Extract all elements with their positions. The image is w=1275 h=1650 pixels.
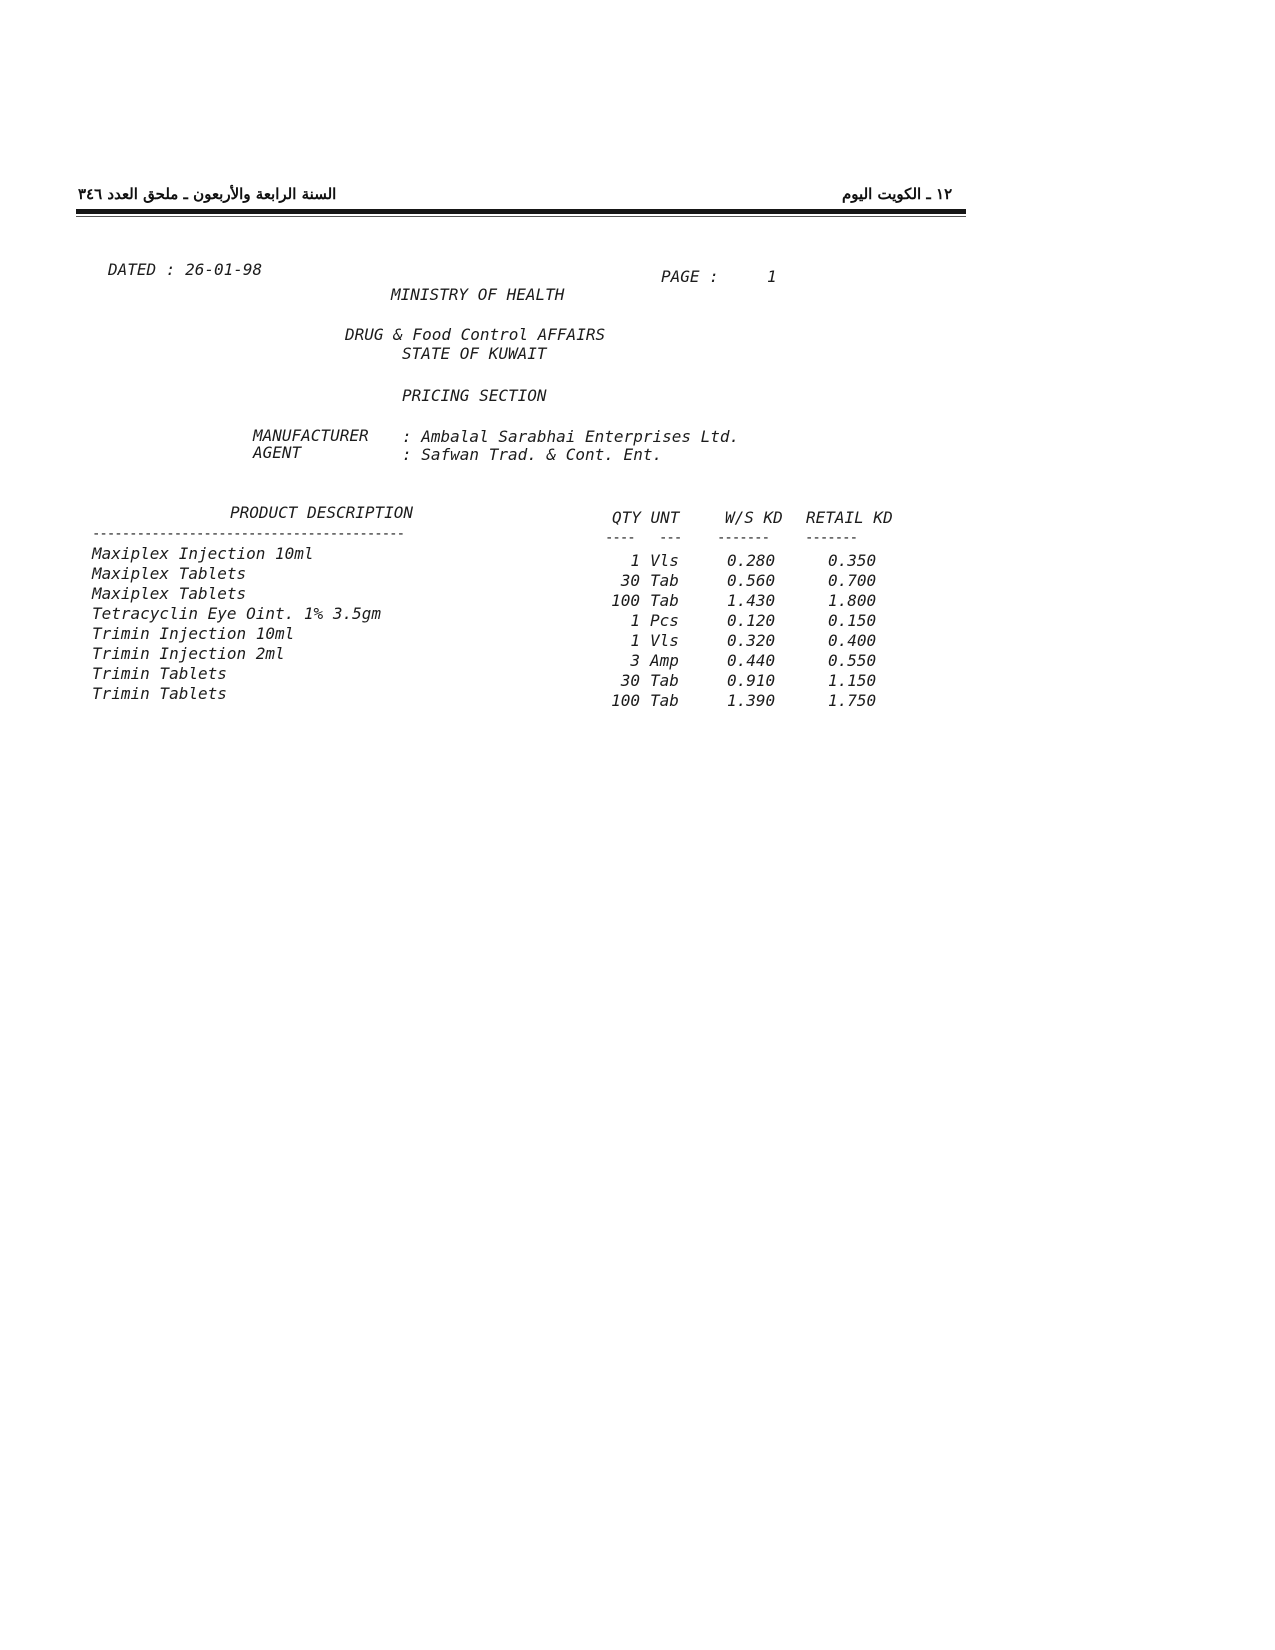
table-row <box>92 564 572 584</box>
product-description: Maxiplex Tablets <box>92 564 247 583</box>
ws-price-cell: 0.560 <box>727 571 776 590</box>
qty-cell: 100 <box>611 591 640 610</box>
retail-price-cell: 1.800 <box>828 591 877 610</box>
manufacturer-value: : Ambalal Sarabhai Enterprises Ltd. <box>402 427 740 446</box>
table-row <box>92 624 572 644</box>
retail-price-cell: 0.350 <box>828 551 877 570</box>
qty-cell: 1 <box>630 611 640 630</box>
page-number: PAGE : 1 <box>661 267 777 286</box>
retail-price-cell: 0.550 <box>828 651 877 670</box>
ws-price-cell: 0.910 <box>727 671 776 690</box>
qty-cell: 30 <box>620 571 640 590</box>
product-description: Maxiplex Injection 10ml <box>92 544 314 563</box>
unit-cell: Amp <box>650 651 679 670</box>
dash-ws: ------- <box>717 530 770 546</box>
qty-cell: 3 <box>630 651 640 670</box>
dash-retail: ------- <box>805 530 858 546</box>
unit-cell: Tab <box>650 691 679 710</box>
ws-price-cell: 0.440 <box>727 651 776 670</box>
product-description: Trimin Tablets <box>92 664 227 683</box>
description-column <box>92 544 572 704</box>
ministry-title: MINISTRY OF HEALTH <box>391 285 565 304</box>
header-qty-unt: QTY UNT <box>612 508 680 527</box>
ws-price-cell: 0.280 <box>727 551 776 570</box>
table-row <box>590 551 910 571</box>
table-row <box>590 691 910 711</box>
product-description: Trimin Injection 2ml <box>92 644 285 663</box>
dash-description: ------------------------------------------ <box>92 526 405 542</box>
agent-value: : Safwan Trad. & Cont. Ent. <box>402 445 663 464</box>
product-description: Maxiplex Tablets <box>92 584 247 603</box>
table-row <box>92 664 572 684</box>
qty-cell: 100 <box>611 691 640 710</box>
table-row <box>92 644 572 664</box>
table-row <box>590 611 910 631</box>
dated-line: DATED : 26-01-98 <box>108 260 263 279</box>
table-row <box>590 631 910 651</box>
table-row <box>92 584 572 604</box>
unit-cell: Pcs <box>650 611 679 630</box>
affairs-title: DRUG & Food Control AFFAIRS <box>345 325 606 344</box>
gazette-header-right: ١٢ ـ الكويت اليوم <box>842 185 953 203</box>
header-product-description: PRODUCT DESCRIPTION <box>230 503 414 522</box>
product-description: Tetracyclin Eye Oint. 1% 3.5gm <box>92 604 381 623</box>
retail-price-cell: 0.700 <box>828 571 877 590</box>
manufacturer-label: MANUFACTURER <box>253 426 369 445</box>
table-row <box>590 591 910 611</box>
header-rule-thin <box>76 216 966 217</box>
product-description: Trimin Injection 10ml <box>92 624 295 643</box>
price-columns <box>590 551 910 711</box>
header-rule <box>76 209 966 214</box>
table-row <box>92 604 572 624</box>
retail-price-cell: 0.150 <box>828 611 877 630</box>
qty-cell: 30 <box>620 671 640 690</box>
ws-price-cell: 0.320 <box>727 631 776 650</box>
unit-cell: Vls <box>650 551 679 570</box>
section-title: PRICING SECTION <box>402 386 547 405</box>
ws-price-cell: 0.120 <box>727 611 776 630</box>
table-row <box>92 684 572 704</box>
ws-price-cell: 1.430 <box>727 591 776 610</box>
gazette-header-left: السنة الرابعة والأربعون ـ ملحق العدد ٣٤٦ <box>78 185 337 203</box>
table-row <box>92 544 572 564</box>
product-description: Trimin Tablets <box>92 684 227 703</box>
unit-cell: Tab <box>650 571 679 590</box>
dash-qty: ---- <box>605 530 635 546</box>
retail-price-cell: 1.150 <box>828 671 877 690</box>
header-ws-kd: W/S KD <box>725 508 783 527</box>
state-title: STATE OF KUWAIT <box>402 344 547 363</box>
table-row <box>590 671 910 691</box>
unit-cell: Tab <box>650 591 679 610</box>
agent-label: AGENT <box>253 443 302 462</box>
unit-cell: Vls <box>650 631 679 650</box>
table-row <box>590 571 910 591</box>
unit-cell: Tab <box>650 671 679 690</box>
table-row <box>590 651 910 671</box>
header-retail-kd: RETAIL KD <box>806 508 893 527</box>
dash-unt: --- <box>659 530 682 546</box>
retail-price-cell: 1.750 <box>828 691 877 710</box>
qty-cell: 1 <box>630 631 640 650</box>
retail-price-cell: 0.400 <box>828 631 877 650</box>
qty-cell: 1 <box>630 551 640 570</box>
ws-price-cell: 1.390 <box>727 691 776 710</box>
